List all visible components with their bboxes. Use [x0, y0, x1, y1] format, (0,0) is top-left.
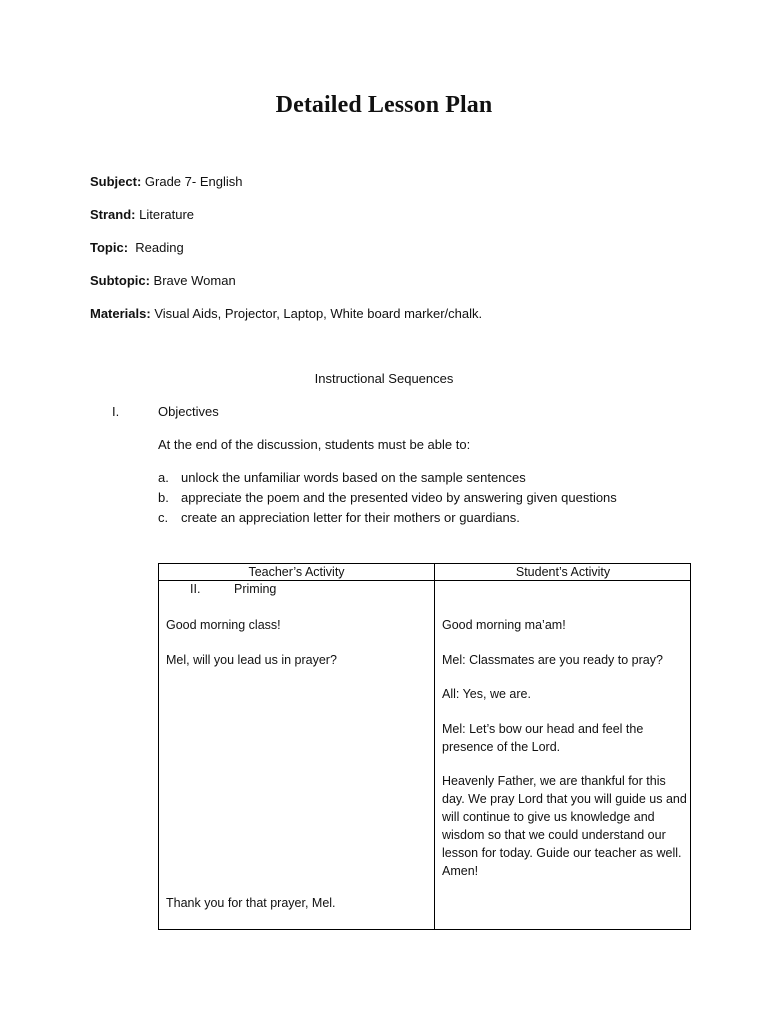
subtopic-value: Brave Woman	[149, 273, 236, 288]
document-title: Detailed Lesson Plan	[275, 92, 493, 118]
objective-text: unlock the unfamiliar words based on the sample sentences	[181, 470, 526, 485]
subtopic-label: Subtopic:	[90, 273, 150, 288]
objectives-heading: Objectives	[158, 404, 219, 419]
materials-value: Visual Aids, Projector, Laptop, White board marker/chalk.	[150, 306, 483, 321]
table-header-divider	[159, 580, 690, 581]
materials-field	[90, 306, 482, 321]
teacher-line: Mel, will you lead us in prayer?	[166, 653, 337, 667]
strand-label: Strand:	[90, 207, 136, 222]
student-line: All: Yes, we are.	[442, 687, 531, 701]
student-line: Good morning ma’am!	[442, 618, 566, 632]
subject-field	[90, 174, 242, 189]
topic-value: Reading	[128, 240, 184, 255]
objective-item	[158, 470, 526, 485]
student-line: Mel: Classmates are you ready to pray?	[442, 653, 663, 667]
student-activity-header: Student’s Activity	[515, 565, 611, 579]
topic-field	[90, 240, 184, 255]
topic-label: Topic:	[90, 240, 129, 255]
student-line: Mel: Let’s bow our head and feel the presence of the Lord.	[442, 722, 644, 754]
strand-value: Literature	[135, 207, 195, 222]
subtopic-field	[90, 273, 236, 288]
teacher-activity-header: Teacher’s Activity	[248, 565, 345, 579]
objective-text: appreciate the poem and the presented video by answering given questions	[181, 490, 617, 505]
student-line: Heavenly Father, we are thankful for this day. We pray Lord that you will guide us and will continue to give us knowledge and wisdom so that we could understand our lesson for today. Guide our teacher as well. Amen!	[442, 774, 687, 878]
objectives-number: I.	[112, 404, 120, 419]
priming-label: Priming	[234, 582, 277, 596]
materials-label: Materials:	[90, 306, 151, 321]
activity-table	[158, 563, 691, 930]
teacher-line: Good morning class!	[166, 618, 281, 632]
objective-text: create an appreciation letter for their mothers or guardians.	[181, 510, 520, 525]
strand-field	[90, 207, 194, 222]
objective-letter: c.	[158, 510, 169, 525]
priming-number: II.	[190, 582, 201, 596]
objective-item	[158, 490, 617, 505]
subject-label: Subject:	[90, 174, 142, 189]
instructional-sequences-heading: Instructional Sequences	[314, 371, 454, 386]
teacher-line: Thank you for that prayer, Mel.	[166, 896, 336, 910]
objective-letter: a.	[158, 470, 169, 485]
subject-value: Grade 7- English	[141, 174, 243, 189]
table-column-divider	[434, 564, 435, 929]
objectives-intro: At the end of the discussion, students must be able to:	[158, 437, 471, 452]
objective-letter: b.	[158, 490, 169, 505]
objective-item	[158, 510, 520, 525]
